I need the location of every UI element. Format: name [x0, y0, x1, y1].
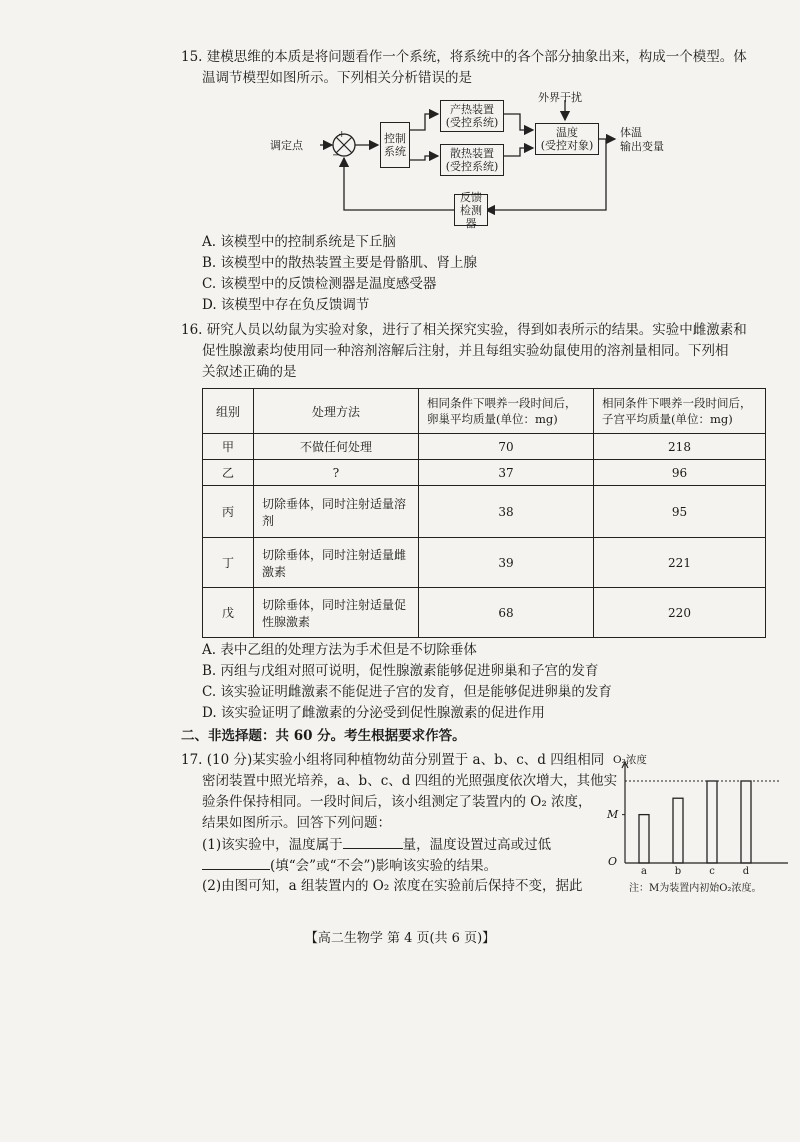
chart-origin-label: O [608, 855, 618, 868]
cell-treatment: ? [254, 460, 419, 486]
chart-ylabel: O₂浓度 [613, 754, 647, 766]
heat-line1: 产热装置 [450, 103, 494, 116]
heat-device-box [440, 100, 504, 132]
q17-line1: 17. (10 分)某实验小组将同种植物幼苗分别置于 a、b、c、d 四组相同 [181, 752, 605, 768]
header-group: 组别 [203, 389, 254, 434]
o2-bar-chart [605, 752, 795, 902]
table-row [203, 588, 766, 638]
minus-sign: − [332, 150, 341, 161]
q17-sub1-part-b: 量，温度设置过高或过低 [402, 837, 552, 853]
q16-option-d: D. 该实验证明了雌激素的分泌受到促性腺激素的促进作用 [202, 705, 545, 721]
plus-sign: + [338, 130, 346, 140]
q17-line2: 密闭装置中照光培养，a、b、c、d 四组的光照强度依次增大，其他实 [202, 773, 618, 789]
q16-option-c: C. 该实验证明雌激素不能促进子宫的发育，但是能够促进卵巢的发育 [202, 684, 612, 700]
cell-uterus: 220 [594, 588, 766, 638]
control-line2: 系统 [384, 145, 406, 158]
feedback-line2: 检测器 [460, 203, 482, 230]
cell-ovary: 68 [419, 588, 594, 638]
chart-bar [741, 781, 751, 863]
cell-ovary: 70 [419, 434, 594, 460]
heat-line2: (受控系统) [445, 116, 499, 129]
feedback-detector-box [454, 190, 488, 230]
q15-option-b: B. 该模型中的散热装置主要是骨骼肌、肾上腺 [202, 255, 478, 271]
setpoint-label: 调定点 [270, 139, 303, 152]
chart-category-label: c [709, 866, 715, 877]
q15-option-c: C. 该模型中的反馈检测器是温度感受器 [202, 276, 437, 292]
chart-note: 注：M为装置内初始O₂浓度。 [629, 883, 762, 894]
q17-sub2: (2)由图可知，a 组装置内的 O₂ 浓度在实验前后保持不变，据此 [202, 878, 583, 894]
q17-sub1-part-c: (填“会”或“不会”)影响该实验的结果。 [270, 858, 498, 874]
table-row [203, 434, 766, 460]
q17-sub1-part-a: (1)该实验中，温度属于 [202, 837, 343, 853]
chart-bar [673, 798, 683, 863]
q15-option-a: A. 该模型中的控制系统是下丘脑 [202, 234, 396, 250]
output-line2: 输出变量 [620, 140, 664, 153]
cell-treatment: 切除垂体，同时注射适量雌激素 [254, 538, 419, 588]
q17-sub1-line2 [202, 855, 497, 876]
temp-line2: (受控对象) [540, 139, 594, 152]
header-ovary: 相同条件下喂养一段时间后，卵巢平均质量(单位：mg) [419, 389, 594, 434]
q16-stem-line1: 16. 研究人员以幼鼠为实验对象，进行了相关探究实验，得到如表所示的结果。实验中雌激素和 [181, 322, 747, 338]
q16-stem-line3: 关叙述正确的是 [202, 364, 297, 380]
output-line1: 体温 [620, 126, 642, 139]
q16-stem-line2: 促性腺激素均使用同一种溶剂溶解后注射，并且每组实验幼鼠使用的溶剂量相同。下列相 [202, 343, 729, 359]
table-row [203, 538, 766, 588]
chart-bar [707, 781, 717, 863]
q16-option-b: B. 丙组与戊组对照可说明，促性腺激素能够促进卵巢和子宫的发育 [202, 663, 599, 679]
header-treatment: 处理方法 [254, 389, 419, 434]
cell-treatment: 切除垂体，同时注射适量溶剂 [254, 486, 419, 538]
temp-line1: 温度 [556, 126, 578, 139]
cell-treatment: 不做任何处理 [254, 434, 419, 460]
header-uterus: 相同条件下喂养一段时间后，子宫平均质量(单位：mg) [594, 389, 766, 434]
q17-sub1-line1 [202, 834, 551, 855]
table-row [203, 460, 766, 486]
cell-uterus: 218 [594, 434, 766, 460]
section2-heading: 二、非选择题：共 60 分。考生根据要求作答。 [181, 728, 466, 744]
output-label [620, 126, 664, 154]
results-table [202, 388, 766, 638]
chart-category-label: d [742, 866, 750, 877]
chart-category-label: b [674, 866, 682, 877]
cell-ovary: 38 [419, 486, 594, 538]
cell-treatment: 切除垂体，同时注射适量促性腺激素 [254, 588, 419, 638]
answer-blank-2[interactable] [202, 855, 270, 870]
temperature-box [535, 123, 599, 155]
page-footer: 【高二生物学 第 4 页(共 6 页)】 [304, 931, 496, 946]
q17-line3: 验条件保持相同。一段时间后，该小组测定了装置内的 O₂ 浓度， [202, 794, 592, 810]
answer-blank-1[interactable] [343, 834, 403, 849]
cell-uterus: 95 [594, 486, 766, 538]
disturbance-label: 外界干扰 [538, 91, 582, 104]
cell-group: 丁 [203, 538, 254, 588]
chart-category-label: a [641, 866, 647, 877]
q15-option-d: D. 该模型中存在负反馈调节 [202, 297, 370, 313]
cool-device-box [440, 144, 504, 176]
cell-group: 丙 [203, 486, 254, 538]
cool-line2: (受控系统) [445, 160, 499, 173]
control-line1: 控制 [384, 132, 406, 145]
cell-uterus: 96 [594, 460, 766, 486]
chart-bar [639, 815, 649, 863]
q15-stem-line1: 15. 建模思维的本质是将问题看作一个系统，将系统中的各个部分抽象出来，构成一个模型。体 [181, 49, 747, 65]
chart-reference-label: M [607, 808, 619, 821]
cell-group: 戊 [203, 588, 254, 638]
cell-group: 甲 [203, 434, 254, 460]
q17-line4: 结果如图所示。回答下列问题： [202, 815, 391, 831]
cell-group: 乙 [203, 460, 254, 486]
cell-uterus: 221 [594, 538, 766, 588]
thermoregulation-diagram [270, 90, 710, 230]
q16-option-a: A. 表中乙组的处理方法为手术但是不切除垂体 [202, 642, 477, 658]
feedback-line1: 反馈 [460, 190, 482, 204]
q15-stem-line2: 温调节模型如图所示。下列相关分析错误的是 [202, 70, 472, 86]
cell-ovary: 37 [419, 460, 594, 486]
control-system-box [380, 122, 410, 168]
cell-ovary: 39 [419, 538, 594, 588]
table-row [203, 486, 766, 538]
table-header-row [203, 389, 766, 434]
cool-line1: 散热装置 [450, 147, 494, 160]
